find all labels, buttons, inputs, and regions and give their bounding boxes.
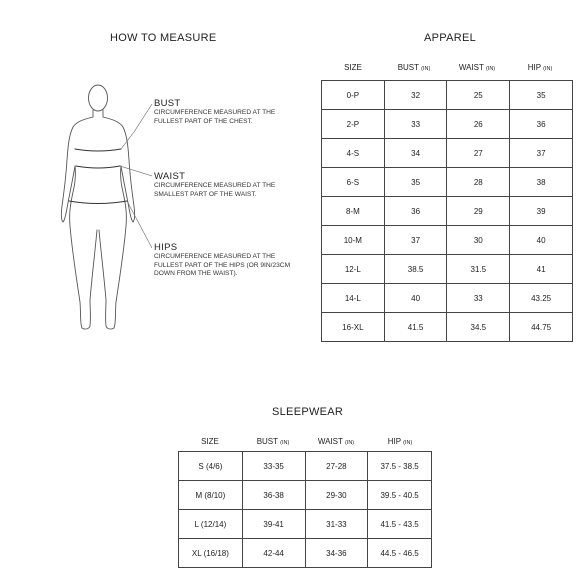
cell-bust: 32 — [384, 81, 447, 110]
bust-description: CIRCUMFERENCE MEASURED AT THE FULLEST PART OF THE CHEST. — [154, 109, 276, 125]
cell-waist: 26 — [447, 110, 510, 139]
cell-size: 4-S — [322, 139, 385, 168]
cell-hip: 35 — [510, 81, 573, 110]
cell-waist: 29 — [447, 197, 510, 226]
table-row — [322, 168, 573, 197]
table-row — [179, 510, 432, 539]
cell-waist: 33 — [447, 284, 510, 313]
body-silhouette-icon — [52, 80, 152, 340]
cell-bust: 38.5 — [384, 255, 447, 284]
cell-hip: 36 — [510, 110, 573, 139]
cell-waist: 29-30 — [305, 481, 368, 510]
cell-hip: 41.5 - 43.5 — [368, 510, 432, 539]
cell-bust: 37 — [384, 226, 447, 255]
table-row — [179, 452, 432, 481]
cell-bust: 40 — [384, 284, 447, 313]
table-row — [322, 284, 573, 313]
cell-waist: 27 — [447, 139, 510, 168]
cell-hip: 37 — [510, 139, 573, 168]
cell-bust: 36 — [384, 197, 447, 226]
cell-size: XL (16/18) — [179, 539, 243, 568]
cell-size: 0-P — [322, 81, 385, 110]
cell-size: S (4/6) — [179, 452, 243, 481]
cell-bust: 36-38 — [242, 481, 305, 510]
table-row — [322, 110, 573, 139]
table-row — [322, 226, 573, 255]
apparel-header-bust: BUST (IN) — [397, 63, 431, 72]
apparel-title: APPAREL — [424, 32, 477, 44]
sleepwear-header-bust: BUST (IN) — [256, 437, 290, 446]
apparel-header-hip: HIP (IN) — [527, 63, 553, 72]
cell-waist: 31.5 — [447, 255, 510, 284]
apparel-size-table — [321, 80, 573, 342]
cell-waist: 34-36 — [305, 539, 368, 568]
cell-bust: 35 — [384, 168, 447, 197]
cell-size: 6-S — [322, 168, 385, 197]
table-row — [322, 197, 573, 226]
cell-size: M (8/10) — [179, 481, 243, 510]
cell-size: 8-M — [322, 197, 385, 226]
cell-hip: 44.5 - 46.5 — [368, 539, 432, 568]
how-to-measure-title: HOW TO MEASURE — [110, 32, 217, 44]
cell-hip: 40 — [510, 226, 573, 255]
sleepwear-header-waist: WAIST (IN) — [317, 437, 355, 446]
cell-size: 2-P — [322, 110, 385, 139]
table-row — [322, 255, 573, 284]
sleepwear-header-size: SIZE — [201, 437, 219, 446]
cell-hip: 38 — [510, 168, 573, 197]
cell-waist: 25 — [447, 81, 510, 110]
cell-hip: 44.75 — [510, 313, 573, 342]
sleepwear-size-table — [178, 451, 432, 568]
cell-waist: 27-28 — [305, 452, 368, 481]
cell-size: 14-L — [322, 284, 385, 313]
sleepwear-header-hip: HIP (IN) — [387, 437, 413, 446]
table-row — [322, 313, 573, 342]
cell-hip: 41 — [510, 255, 573, 284]
cell-size: 16-XL — [322, 313, 385, 342]
table-row — [322, 81, 573, 110]
cell-hip: 39.5 - 40.5 — [368, 481, 432, 510]
cell-waist: 34.5 — [447, 313, 510, 342]
hips-callout — [154, 242, 294, 279]
table-row — [179, 539, 432, 568]
cell-waist: 30 — [447, 226, 510, 255]
cell-bust: 39-41 — [242, 510, 305, 539]
sleepwear-title: SLEEPWEAR — [272, 406, 344, 418]
apparel-header-waist: WAIST (IN) — [458, 63, 496, 72]
cell-bust: 42-44 — [242, 539, 305, 568]
cell-hip: 39 — [510, 197, 573, 226]
cell-size: 12-L — [322, 255, 385, 284]
waist-label: WAIST — [154, 171, 186, 182]
cell-hip: 37.5 - 38.5 — [368, 452, 432, 481]
cell-waist: 28 — [447, 168, 510, 197]
cell-bust: 41.5 — [384, 313, 447, 342]
cell-bust: 33-35 — [242, 452, 305, 481]
hips-description: CIRCUMFERENCE MEASURED AT THE FULLEST PART OF THE HIPS (OR 9IN/23CM DOWN FROM THE WAIST). — [154, 253, 291, 277]
bust-label: BUST — [154, 98, 181, 109]
cell-size: L (12/14) — [179, 510, 243, 539]
cell-waist: 31-33 — [305, 510, 368, 539]
table-row — [322, 139, 573, 168]
table-row — [179, 481, 432, 510]
waist-description: CIRCUMFERENCE MEASURED AT THE SMALLEST PART OF THE WAIST. — [154, 182, 276, 198]
cell-bust: 34 — [384, 139, 447, 168]
bust-callout — [154, 98, 294, 126]
hips-label: HIPS — [154, 242, 178, 253]
apparel-header-size: SIZE — [344, 63, 362, 72]
cell-size: 10-M — [322, 226, 385, 255]
waist-callout — [154, 171, 294, 199]
cell-hip: 43.25 — [510, 284, 573, 313]
cell-bust: 33 — [384, 110, 447, 139]
